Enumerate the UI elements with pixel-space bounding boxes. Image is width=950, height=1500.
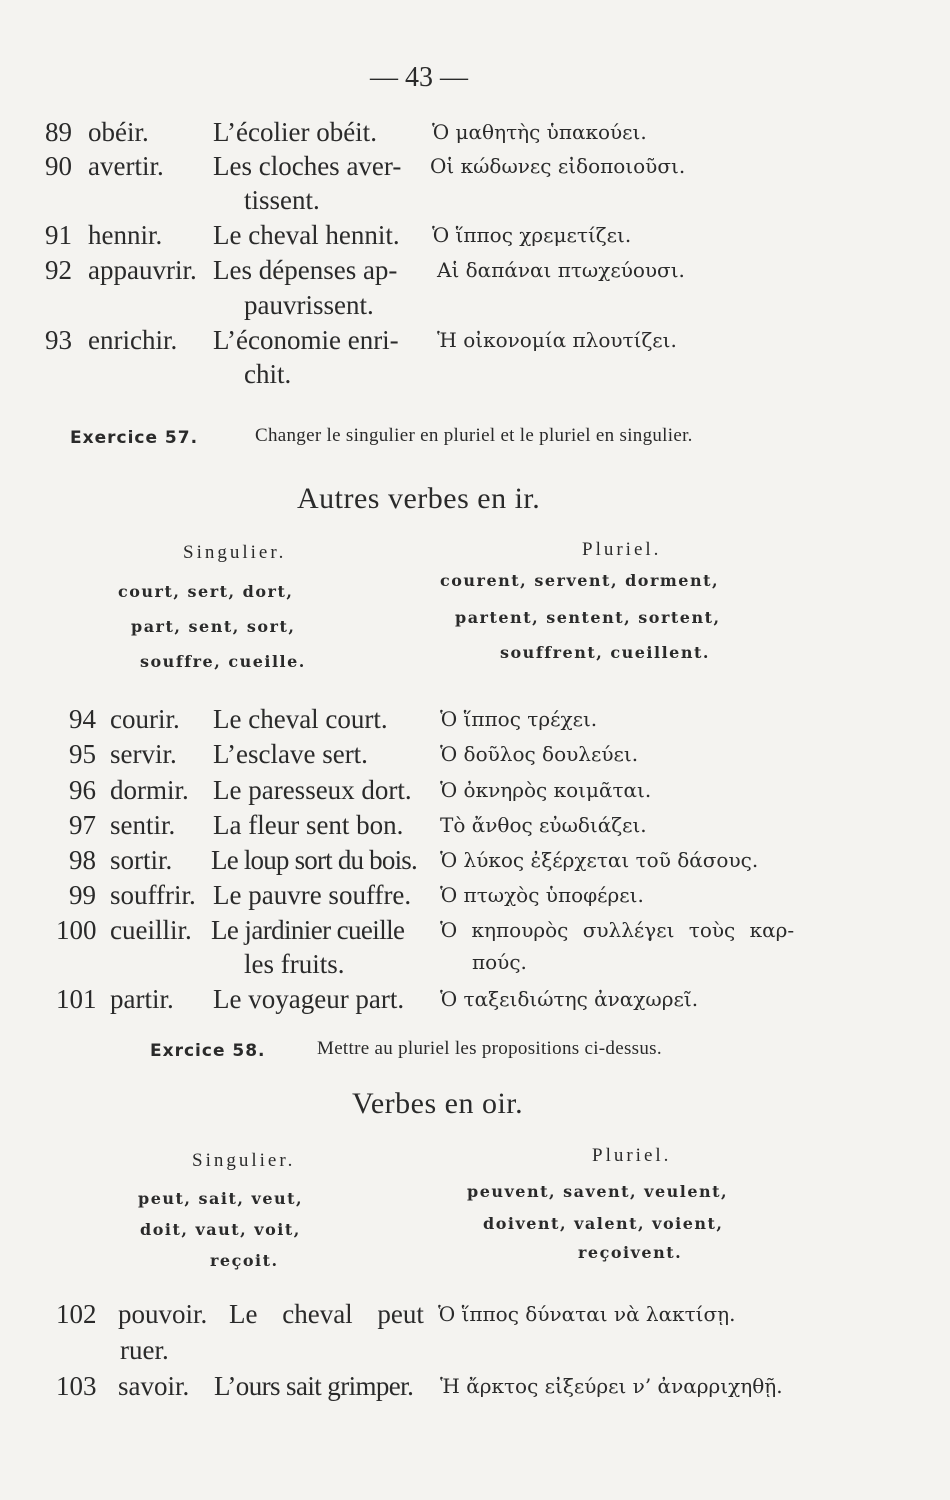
entry-greek: Ἡ οἰκονομία πλουτίζει.: [437, 328, 677, 352]
entry-french: Les dépenses ap-: [213, 255, 398, 285]
entry-french-continued: tissent.: [244, 185, 320, 215]
entry-french: Le pauvre souffre.: [213, 880, 412, 910]
section-title: Verbes en oir.: [352, 1087, 524, 1120]
singular-forms-line: souffre, cueille.: [140, 652, 306, 671]
entry-verb: dormir.: [110, 775, 189, 805]
plural-heading: Pluriel.: [592, 1145, 672, 1166]
entry-greek: Ὁ δοῦλος δουλεύει.: [440, 742, 639, 766]
entry-french-continued: chit.: [244, 359, 292, 389]
entry-greek: Αἱ δαπάναι πτωχεύουσι.: [437, 258, 685, 282]
entry-verb: pouvoir.: [118, 1299, 208, 1329]
entry-number: 93: [45, 325, 72, 355]
plural-forms-line: doivent, valent, voient,: [483, 1214, 724, 1233]
entry-verb: savoir.: [118, 1371, 190, 1401]
entry-french: Le voyageur part.: [213, 984, 405, 1014]
singular-forms-line: part, sent, sort,: [131, 617, 296, 636]
entry-french: L’économie enri-: [213, 325, 399, 355]
entry-french: Le paresseux dort.: [213, 775, 412, 805]
entry-number: 98: [69, 845, 96, 875]
entry-verb: hennir.: [88, 220, 163, 250]
entry-french: Les cloches aver-: [213, 151, 402, 181]
plural-forms-line: courent, servent, dorment,: [440, 571, 720, 590]
entry-number: 99: [69, 880, 96, 910]
entry-french-continued: ruer.: [120, 1335, 169, 1365]
singular-forms-line: court, sert, dort,: [118, 582, 294, 601]
entry-number: 90: [45, 151, 72, 181]
singular-forms-line: reçoit.: [210, 1251, 279, 1270]
exercise-label: Exrcice 58.: [150, 1041, 266, 1061]
entry-french: Le cheval hennit.: [213, 220, 400, 250]
exercise-instruction: Changer le singulier en pluriel et le pluriel en singulier.: [255, 425, 693, 446]
entry-verb: obéir.: [88, 117, 149, 147]
entry-number: 100: [56, 915, 97, 945]
plural-forms-line: reçoivent.: [578, 1243, 683, 1262]
entry-greek: Ὁ ταξειδιώτης ἀναχωρεῖ.: [440, 987, 699, 1011]
entry-number: 97: [69, 810, 96, 840]
entry-verb: avertir.: [88, 151, 164, 181]
entry-greek: Ὁ κηπουρὸς συλλέγει τοὺς καρ-: [440, 918, 795, 942]
entry-greek: Ὁ μαθητὴς ὑπακούει.: [432, 120, 647, 144]
entry-number: 95: [69, 739, 96, 769]
entry-greek: Ὁ ἵππος χρεμετίζει.: [432, 223, 632, 247]
page-number: — 43 —: [370, 62, 468, 93]
singular-forms-line: doit, vaut, voit,: [140, 1220, 301, 1239]
entry-french-continued: les fruits.: [244, 949, 345, 979]
entry-french: Le loup sort du bois.: [211, 845, 417, 875]
singular-heading: Singulier.: [192, 1150, 296, 1171]
entry-french: La fleur sent bon.: [213, 810, 404, 840]
entry-verb: appauvrir.: [88, 255, 197, 285]
entry-french: Le jardinier cueille: [211, 915, 405, 945]
entry-greek: Τὸ ἄνθος εὐωδιάζει.: [440, 813, 647, 837]
entry-number: 101: [56, 984, 97, 1014]
entry-verb: sortir.: [110, 845, 173, 875]
plural-forms-line: souffrent, cueillent.: [500, 643, 710, 662]
plural-forms-line: partent, sentent, sortent,: [455, 608, 721, 627]
entry-verb: cueillir.: [110, 915, 192, 945]
entry-verb: souffrir.: [110, 880, 196, 910]
entry-number: 96: [69, 775, 96, 805]
plural-forms-line: peuvent, savent, veulent,: [467, 1182, 729, 1201]
entry-greek: Ὁ ἵππος τρέχει.: [440, 707, 598, 731]
entry-french: Le cheval peut: [229, 1299, 424, 1329]
section-title: Autres verbes en ir.: [297, 482, 541, 515]
entry-number: 94: [69, 704, 96, 734]
exercise-instruction: Mettre au pluriel les propositions ci-dessus.: [317, 1038, 662, 1059]
entry-verb: sentir.: [110, 810, 176, 840]
plural-heading: Pluriel.: [582, 539, 662, 560]
entry-french-continued: pauvrissent.: [244, 290, 374, 320]
entry-greek: Οἱ κώδωνες εἰδοποιοῦσι.: [430, 154, 686, 178]
entry-french: L’ours sait grimper.: [214, 1371, 414, 1401]
entry-verb: courir.: [110, 704, 180, 734]
entry-french: L’écolier obéit.: [213, 117, 377, 147]
singular-forms-line: peut, sait, veut,: [138, 1189, 304, 1208]
entry-greek: Ὁ ἵππος δύναται νὰ λακτίσῃ.: [438, 1302, 736, 1326]
entry-verb: servir.: [110, 739, 177, 769]
entry-verb: partir.: [110, 984, 174, 1014]
entry-greek: Ὁ λύκος ἐξέρχεται τοῦ δάσους.: [440, 848, 759, 872]
entry-greek: Ὁ ὀκνηρὸς κοιμᾶται.: [440, 778, 652, 802]
entry-greek-continued: πούς.: [472, 950, 527, 974]
exercise-label: Exercice 57.: [70, 428, 199, 448]
entry-number: 102: [56, 1299, 97, 1329]
entry-greek: Ἡ ἄρκτος εἰξεύρει ν’ ἀναρριχηθῇ.: [440, 1374, 783, 1398]
entry-french: Le cheval court.: [213, 704, 388, 734]
entry-number: 91: [45, 220, 72, 250]
entry-number: 89: [45, 117, 72, 147]
singular-heading: Singulier.: [183, 542, 287, 563]
entry-french: L’esclave sert.: [213, 739, 368, 769]
entry-verb: enrichir.: [88, 325, 178, 355]
entry-number: 103: [56, 1371, 97, 1401]
entry-greek: Ὁ πτωχὸς ὑποφέρει.: [440, 883, 644, 907]
entry-number: 92: [45, 255, 72, 285]
